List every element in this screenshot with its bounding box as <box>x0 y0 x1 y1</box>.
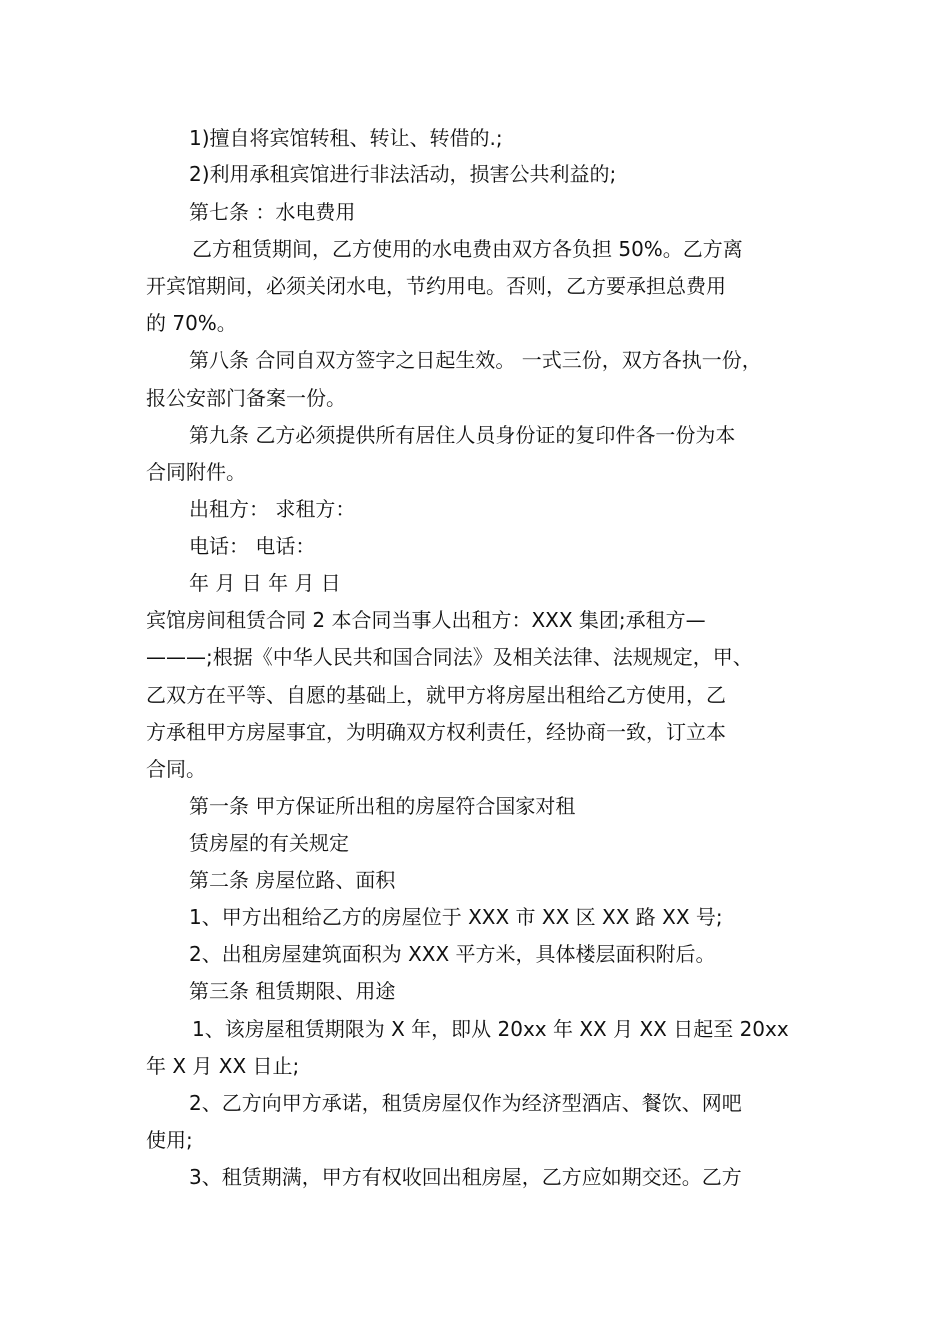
clause-text-line: 2)利用承租宾馆进行非法活动，损害公共利益的; <box>189 162 617 186</box>
clause-text-line: 1)擅自将宾馆转租、转让、转借的.; <box>189 126 503 150</box>
section-heading: 赁房屋的有关规定 <box>189 831 349 855</box>
paragraph-line: 第九条 乙方必须提供所有居住人员身份证的复印件各一份为本 <box>189 423 736 447</box>
clause-text-line: 1、该房屋租赁期限为 X 年，即从 20xx 年 XX 月 XX 日起至 20xx <box>192 1017 789 1041</box>
paragraph-line: ———;根据《中华人民共和国合同法》及相关法律、法规规定，甲、 <box>146 645 753 669</box>
clause-text-line: 3、租赁期满，甲方有权收回出租房屋，乙方应如期交还。乙方 <box>189 1165 742 1189</box>
paragraph-line: 开宾馆期间，必须关闭水电，节约用电。否则，乙方要承担总费用 <box>146 274 726 298</box>
section-heading: 第二条 房屋位路、面积 <box>189 868 396 892</box>
paragraph-line: 的 70%。 <box>146 311 237 335</box>
contract-title-line: 宾馆房间租赁合同 2 本合同当事人出租方：XXX 集团;承租方— <box>146 608 706 632</box>
date-line: 年 月 日 年 月 日 <box>189 571 341 595</box>
section-heading: 第一条 甲方保证所出租的房屋符合国家对租 <box>189 794 576 818</box>
clause-text-line: 1、甲方出租给乙方的房屋位于 XXX 市 XX 区 XX 路 XX 号; <box>189 905 723 929</box>
paragraph-line: 第八条 合同自双方签字之日起生效。 一式三份，双方各执一份， <box>189 348 762 372</box>
signature-line: 出租方： 求租方： <box>189 497 356 521</box>
section-heading: 第七条 ：水电费用 <box>189 200 356 224</box>
paragraph-line: 乙方租赁期间，乙方使用的水电费由双方各负担 50%。乙方离 <box>192 237 743 261</box>
clause-text-line: 年 X 月 XX 日止; <box>146 1054 300 1078</box>
signature-line: 电话： 电话： <box>189 534 316 558</box>
paragraph-line: 报公安部门备案一份。 <box>146 386 346 410</box>
paragraph-line: 合同。 <box>146 757 206 781</box>
paragraph-line: 乙双方在平等、自愿的基础上，就甲方将房屋出租给乙方使用，乙 <box>146 683 726 707</box>
section-heading: 第三条 租赁期限、用途 <box>189 979 396 1003</box>
paragraph-line: 方承租甲方房屋事宜，为明确双方权利责任，经协商一致，订立本 <box>146 720 726 744</box>
clause-text-line: 使用; <box>146 1128 193 1152</box>
clause-text-line: 2、出租房屋建筑面积为 XXX 平方米，具体楼层面积附后。 <box>189 942 716 966</box>
clause-text-line: 2、乙方向甲方承诺，租赁房屋仅作为经济型酒店、餐饮、网吧 <box>189 1091 742 1115</box>
paragraph-line: 合同附件。 <box>146 460 246 484</box>
